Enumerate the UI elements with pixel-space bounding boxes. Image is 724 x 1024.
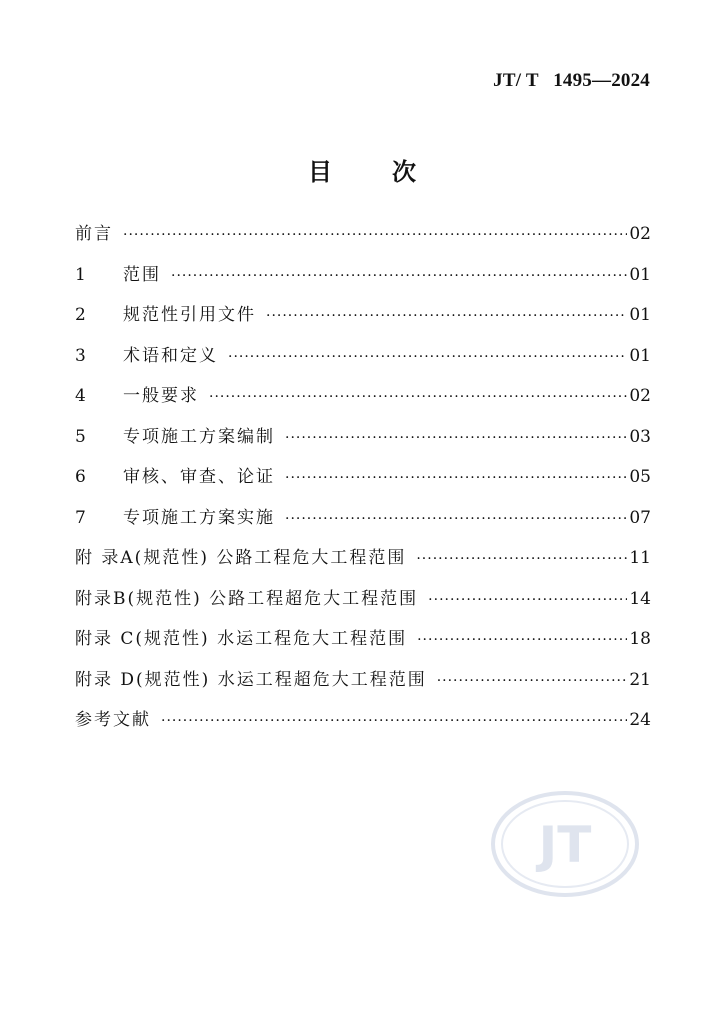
toc-entry-label: 范围 (123, 264, 161, 285)
toc-entry-page: 02 (629, 224, 651, 244)
toc-entry-label: 规范性引用文件 (123, 305, 256, 325)
toc-entry-label: 参考文献 (75, 710, 151, 730)
toc-entry-label: 专项施工方案实施 (123, 507, 275, 528)
toc-entry-number: 4 (75, 386, 86, 406)
toc-leader-dots (437, 661, 628, 702)
toc-entry-page: 14 (629, 588, 651, 609)
toc-entry-1[interactable] (75, 255, 651, 296)
toc-entry-number: 6 (75, 467, 86, 487)
toc-entry-label: 附录 C(规范性) 水运工程危大工程范围 (75, 629, 408, 649)
toc-title-left: 目 (308, 158, 332, 186)
toc-entry-2[interactable] (75, 295, 651, 336)
toc-entry-page: 02 (629, 386, 651, 406)
toc-entry-page: 01 (629, 345, 651, 366)
toc-entry-page: 24 (629, 710, 651, 730)
toc-entry-number: 2 (75, 305, 86, 325)
toc-leader-dots (285, 458, 627, 499)
toc-entry-3[interactable] (75, 336, 651, 377)
toc-entry-label: 附录 D(规范性) 水运工程超危大工程范围 (75, 669, 427, 690)
jt-watermark-logo (490, 790, 640, 898)
toc-leader-dots (266, 296, 627, 337)
toc-entry-label: 前言 (75, 224, 113, 244)
toc-entry-page: 03 (629, 426, 651, 447)
toc-entry-appendix-b[interactable] (75, 579, 651, 620)
toc-leader-dots (428, 580, 627, 621)
toc-entry-page: 21 (629, 669, 651, 690)
toc-entry-page: 18 (629, 629, 651, 649)
watermark-text: JT (538, 816, 592, 874)
toc-entry-label: 附录B(规范性) 公路工程超危大工程范围 (75, 588, 419, 609)
toc-entry-number: 1 (75, 264, 86, 285)
toc-leader-dots (285, 418, 627, 459)
toc-entry-6[interactable] (75, 457, 651, 498)
toc-leader-dots (416, 539, 627, 580)
table-of-contents (75, 214, 651, 741)
toc-entry-appendix-d[interactable] (75, 660, 651, 701)
toc-entry-label: 附 录A(规范性) 公路工程危大工程范围 (75, 548, 407, 568)
toc-leader-dots (209, 377, 627, 418)
toc-entry-7[interactable] (75, 498, 651, 539)
toc-entry-page: 01 (629, 264, 651, 285)
toc-title (0, 152, 724, 187)
toc-entry-references[interactable] (75, 700, 651, 741)
toc-entry-foreword[interactable] (75, 214, 651, 255)
toc-entry-appendix-c[interactable] (75, 619, 651, 660)
toc-leader-dots (171, 256, 627, 297)
toc-entry-number: 5 (75, 426, 86, 447)
toc-entry-5[interactable] (75, 417, 651, 458)
toc-entry-page: 11 (629, 548, 651, 568)
toc-entry-page: 05 (629, 467, 651, 487)
toc-entry-label: 专项施工方案编制 (123, 426, 275, 447)
toc-entry-page: 01 (629, 305, 651, 325)
toc-leader-dots (123, 215, 627, 256)
document-code: JT/ T 1495—2024 (493, 70, 650, 91)
toc-entry-page: 07 (629, 507, 651, 528)
toc-entry-label: 一般要求 (123, 386, 199, 406)
toc-entry-4[interactable] (75, 376, 651, 417)
toc-entry-label: 审核、审查、论证 (123, 467, 275, 487)
toc-leader-dots (161, 701, 627, 742)
toc-entry-appendix-a[interactable] (75, 538, 651, 579)
toc-leader-dots (228, 337, 627, 378)
toc-entry-number: 7 (75, 507, 86, 528)
toc-title-right: 次 (392, 158, 416, 186)
toc-entry-number: 3 (75, 345, 86, 366)
toc-leader-dots (285, 499, 627, 540)
toc-entry-label: 术语和定义 (123, 345, 218, 366)
toc-leader-dots (417, 620, 627, 661)
